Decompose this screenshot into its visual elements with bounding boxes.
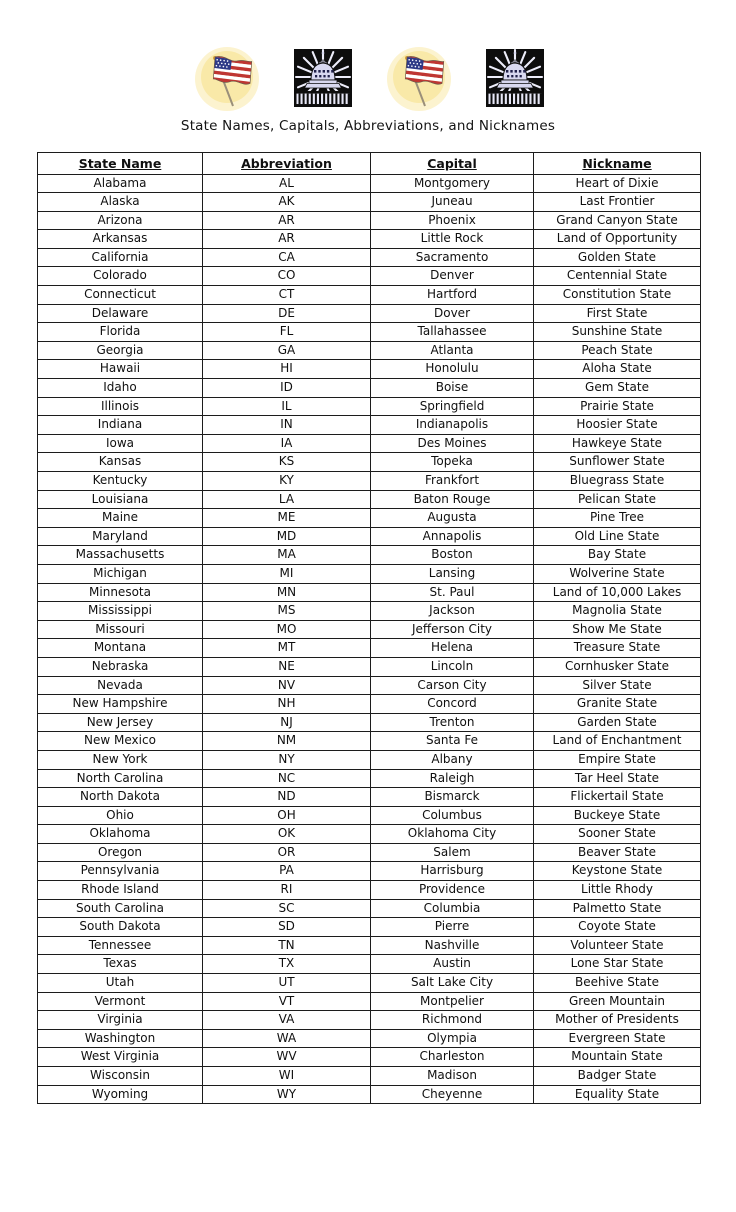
nickname-cell: Grand Canyon State [534,211,701,230]
abbreviation-cell: VT [203,992,371,1011]
capital-cell: Lansing [371,564,534,583]
table-row [38,695,701,714]
table-row [38,750,701,769]
capital-cell: Dover [371,304,534,323]
capital-cell: St. Paul [371,583,534,602]
capital-cell: Salem [371,843,534,862]
nickname-cell: Sooner State [534,825,701,844]
table-row [38,992,701,1011]
capital-cell: Albany [371,750,534,769]
table-row [38,341,701,360]
state-name-cell: Alaska [38,193,203,212]
capital-cell: Trenton [371,713,534,732]
table-row [38,806,701,825]
capital-cell: Tallahassee [371,323,534,342]
capital-cell: Hartford [371,286,534,305]
abbreviation-cell: WV [203,1048,371,1067]
abbreviation-cell: ND [203,788,371,807]
nickname-cell: Cornhusker State [534,657,701,676]
us-flag-icon [192,42,262,114]
capital-cell: Providence [371,881,534,900]
nickname-cell: Peach State [534,341,701,360]
nickname-cell: Flickertail State [534,788,701,807]
table-row [38,193,701,212]
abbreviation-cell: NE [203,657,371,676]
state-name-cell: Nevada [38,676,203,695]
state-name-cell: Arkansas [38,230,203,249]
capital-cell: Nashville [371,936,534,955]
abbreviation-cell: NV [203,676,371,695]
abbreviation-cell: LA [203,490,371,509]
state-name-cell: California [38,248,203,267]
state-name-cell: New Mexico [38,732,203,751]
abbreviation-cell: DE [203,304,371,323]
nickname-cell: Garden State [534,713,701,732]
table-row [38,509,701,528]
capital-cell: Honolulu [371,360,534,379]
table-row [38,304,701,323]
nickname-cell: Hawkeye State [534,434,701,453]
abbreviation-cell: OR [203,843,371,862]
capital-cell: Cheyenne [371,1085,534,1104]
abbreviation-cell: PA [203,862,371,881]
capital-cell: Olympia [371,1029,534,1048]
nickname-cell: Land of 10,000 Lakes [534,583,701,602]
state-name-cell: Missouri [38,620,203,639]
nickname-cell: Tar Heel State [534,769,701,788]
banner [0,42,736,114]
nickname-cell: Golden State [534,248,701,267]
table-row [38,899,701,918]
abbreviation-cell: IN [203,416,371,435]
table-row [38,416,701,435]
nickname-cell: Pelican State [534,490,701,509]
capital-cell: Juneau [371,193,534,212]
table-row [38,657,701,676]
nickname-cell: Constitution State [534,286,701,305]
state-name-cell: Florida [38,323,203,342]
table-row [38,639,701,658]
abbreviation-cell: KY [203,472,371,491]
table-row [38,862,701,881]
state-name-cell: Minnesota [38,583,203,602]
table-row [38,546,701,565]
state-name-cell: Oklahoma [38,825,203,844]
nickname-cell: Heart of Dixie [534,174,701,193]
nickname-cell: Sunflower State [534,453,701,472]
abbreviation-cell: NJ [203,713,371,732]
state-name-cell: Mississippi [38,602,203,621]
capital-cell: Helena [371,639,534,658]
abbreviation-cell: CO [203,267,371,286]
capital-cell: Columbia [371,899,534,918]
capital-cell: Denver [371,267,534,286]
state-name-cell: New Jersey [38,713,203,732]
table-row [38,676,701,695]
table-row [38,472,701,491]
abbreviation-cell: NM [203,732,371,751]
column-header-abbreviation: Abbreviation [203,153,371,175]
abbreviation-cell: MD [203,527,371,546]
state-name-cell: Pennsylvania [38,862,203,881]
state-name-cell: Texas [38,955,203,974]
table-row [38,490,701,509]
abbreviation-cell: FL [203,323,371,342]
capital-cell: Boise [371,379,534,398]
us-flag-icon [384,42,454,114]
state-name-cell: Hawaii [38,360,203,379]
abbreviation-cell: IL [203,397,371,416]
state-name-cell: Wisconsin [38,1067,203,1086]
state-name-cell: New York [38,750,203,769]
nickname-cell: Land of Opportunity [534,230,701,249]
capital-cell: Oklahoma City [371,825,534,844]
abbreviation-cell: UT [203,974,371,993]
column-header-nickname: Nickname [534,153,701,175]
nickname-cell: Centennial State [534,267,701,286]
table-row [38,602,701,621]
state-name-cell: South Carolina [38,899,203,918]
states-table [37,152,701,1104]
state-name-cell: Ohio [38,806,203,825]
header-row [38,153,701,175]
state-name-cell: Nebraska [38,657,203,676]
capitol-icon [294,49,352,107]
table-row [38,230,701,249]
capital-cell: Madison [371,1067,534,1086]
abbreviation-cell: CA [203,248,371,267]
state-name-cell: Tennessee [38,936,203,955]
state-name-cell: Utah [38,974,203,993]
table-row [38,1067,701,1086]
nickname-cell: Old Line State [534,527,701,546]
abbreviation-cell: WI [203,1067,371,1086]
state-name-cell: Louisiana [38,490,203,509]
abbreviation-cell: VA [203,1011,371,1030]
table-row [38,286,701,305]
capital-cell: Springfield [371,397,534,416]
capital-cell: Augusta [371,509,534,528]
abbreviation-cell: CT [203,286,371,305]
state-name-cell: Alabama [38,174,203,193]
abbreviation-cell: MA [203,546,371,565]
table-row [38,918,701,937]
capital-cell: Atlanta [371,341,534,360]
abbreviation-cell: SC [203,899,371,918]
state-name-cell: Georgia [38,341,203,360]
nickname-cell: Aloha State [534,360,701,379]
nickname-cell: First State [534,304,701,323]
table-row [38,881,701,900]
column-header-capital: Capital [371,153,534,175]
capital-cell: Little Rock [371,230,534,249]
nickname-cell: Keystone State [534,862,701,881]
nickname-cell: Pine Tree [534,509,701,528]
abbreviation-cell: OK [203,825,371,844]
state-name-cell: Colorado [38,267,203,286]
abbreviation-cell: RI [203,881,371,900]
abbreviation-cell: NH [203,695,371,714]
abbreviation-cell: GA [203,341,371,360]
capital-cell: Charleston [371,1048,534,1067]
table-row [38,379,701,398]
nickname-cell: Evergreen State [534,1029,701,1048]
nickname-cell: Buckeye State [534,806,701,825]
state-name-cell: West Virginia [38,1048,203,1067]
abbreviation-cell: MO [203,620,371,639]
state-name-cell: Montana [38,639,203,658]
capital-cell: Baton Rouge [371,490,534,509]
state-name-cell: Oregon [38,843,203,862]
nickname-cell: Bluegrass State [534,472,701,491]
abbreviation-cell: NY [203,750,371,769]
nickname-cell: Little Rhody [534,881,701,900]
table-row [38,620,701,639]
column-header-state-name: State Name [38,153,203,175]
abbreviation-cell: WA [203,1029,371,1048]
table-row [38,936,701,955]
table-row [38,955,701,974]
table-row [38,713,701,732]
table-row [38,453,701,472]
table-row [38,974,701,993]
capital-cell: Salt Lake City [371,974,534,993]
abbreviation-cell: HI [203,360,371,379]
state-name-cell: Rhode Island [38,881,203,900]
state-name-cell: Illinois [38,397,203,416]
table-body [38,174,701,1104]
nickname-cell: Palmetto State [534,899,701,918]
capital-cell: Concord [371,695,534,714]
capital-cell: Jackson [371,602,534,621]
abbreviation-cell: NC [203,769,371,788]
state-name-cell: Vermont [38,992,203,1011]
abbreviation-cell: MT [203,639,371,658]
table-row [38,360,701,379]
table-row [38,769,701,788]
state-name-cell: Connecticut [38,286,203,305]
table-row [38,825,701,844]
abbreviation-cell: MN [203,583,371,602]
capital-cell: Carson City [371,676,534,695]
state-name-cell: North Dakota [38,788,203,807]
capital-cell: Montpelier [371,992,534,1011]
capital-cell: Jefferson City [371,620,534,639]
table-row [38,527,701,546]
abbreviation-cell: AR [203,230,371,249]
abbreviation-cell: TX [203,955,371,974]
nickname-cell: Bay State [534,546,701,565]
state-name-cell: Delaware [38,304,203,323]
nickname-cell: Prairie State [534,397,701,416]
state-name-cell: Michigan [38,564,203,583]
table-row [38,788,701,807]
abbreviation-cell: AR [203,211,371,230]
abbreviation-cell: KS [203,453,371,472]
table-row [38,1011,701,1030]
capitol-icon [486,49,544,107]
capital-cell: Sacramento [371,248,534,267]
state-name-cell: Maine [38,509,203,528]
capital-cell: Richmond [371,1011,534,1030]
state-name-cell: Washington [38,1029,203,1048]
table-row [38,267,701,286]
table-row [38,843,701,862]
capital-cell: Des Moines [371,434,534,453]
abbreviation-cell: AK [203,193,371,212]
capital-cell: Raleigh [371,769,534,788]
state-name-cell: Kentucky [38,472,203,491]
capital-cell: Frankfort [371,472,534,491]
nickname-cell: Equality State [534,1085,701,1104]
nickname-cell: Beehive State [534,974,701,993]
capital-cell: Indianapolis [371,416,534,435]
state-name-cell: New Hampshire [38,695,203,714]
state-name-cell: Wyoming [38,1085,203,1104]
state-name-cell: Kansas [38,453,203,472]
nickname-cell: Land of Enchantment [534,732,701,751]
state-name-cell: Maryland [38,527,203,546]
nickname-cell: Mountain State [534,1048,701,1067]
nickname-cell: Badger State [534,1067,701,1086]
table-row [38,434,701,453]
nickname-cell: Granite State [534,695,701,714]
state-name-cell: Virginia [38,1011,203,1030]
nickname-cell: Magnolia State [534,602,701,621]
nickname-cell: Lone Star State [534,955,701,974]
capital-cell: Topeka [371,453,534,472]
abbreviation-cell: WY [203,1085,371,1104]
abbreviation-cell: ID [203,379,371,398]
table-row [38,211,701,230]
state-name-cell: Indiana [38,416,203,435]
capital-cell: Boston [371,546,534,565]
abbreviation-cell: OH [203,806,371,825]
abbreviation-cell: ME [203,509,371,528]
table-row [38,583,701,602]
table-header [38,153,701,175]
nickname-cell: Green Mountain [534,992,701,1011]
page-title: State Names, Capitals, Abbreviations, and Nicknames [180,118,556,134]
nickname-cell: Mother of Presidents [534,1011,701,1030]
abbreviation-cell: MI [203,564,371,583]
nickname-cell: Sunshine State [534,323,701,342]
state-name-cell: Iowa [38,434,203,453]
nickname-cell: Hoosier State [534,416,701,435]
table-row [38,1048,701,1067]
nickname-cell: Last Frontier [534,193,701,212]
capital-cell: Lincoln [371,657,534,676]
nickname-cell: Treasure State [534,639,701,658]
state-name-cell: Massachusetts [38,546,203,565]
table-row [38,397,701,416]
capital-cell: Bismarck [371,788,534,807]
abbreviation-cell: AL [203,174,371,193]
capital-cell: Santa Fe [371,732,534,751]
table-row [38,732,701,751]
table-row [38,174,701,193]
abbreviation-cell: IA [203,434,371,453]
state-name-cell: Idaho [38,379,203,398]
capital-cell: Columbus [371,806,534,825]
table-row [38,323,701,342]
table-row [38,1085,701,1104]
nickname-cell: Beaver State [534,843,701,862]
nickname-cell: Silver State [534,676,701,695]
state-name-cell: South Dakota [38,918,203,937]
nickname-cell: Volunteer State [534,936,701,955]
table-row [38,248,701,267]
capital-cell: Phoenix [371,211,534,230]
nickname-cell: Wolverine State [534,564,701,583]
nickname-cell: Gem State [534,379,701,398]
nickname-cell: Coyote State [534,918,701,937]
table-row [38,1029,701,1048]
capital-cell: Harrisburg [371,862,534,881]
capital-cell: Montgomery [371,174,534,193]
capital-cell: Pierre [371,918,534,937]
capital-cell: Annapolis [371,527,534,546]
state-name-cell: North Carolina [38,769,203,788]
capital-cell: Austin [371,955,534,974]
abbreviation-cell: MS [203,602,371,621]
table-row [38,564,701,583]
state-name-cell: Arizona [38,211,203,230]
nickname-cell: Show Me State [534,620,701,639]
abbreviation-cell: TN [203,936,371,955]
nickname-cell: Empire State [534,750,701,769]
abbreviation-cell: SD [203,918,371,937]
